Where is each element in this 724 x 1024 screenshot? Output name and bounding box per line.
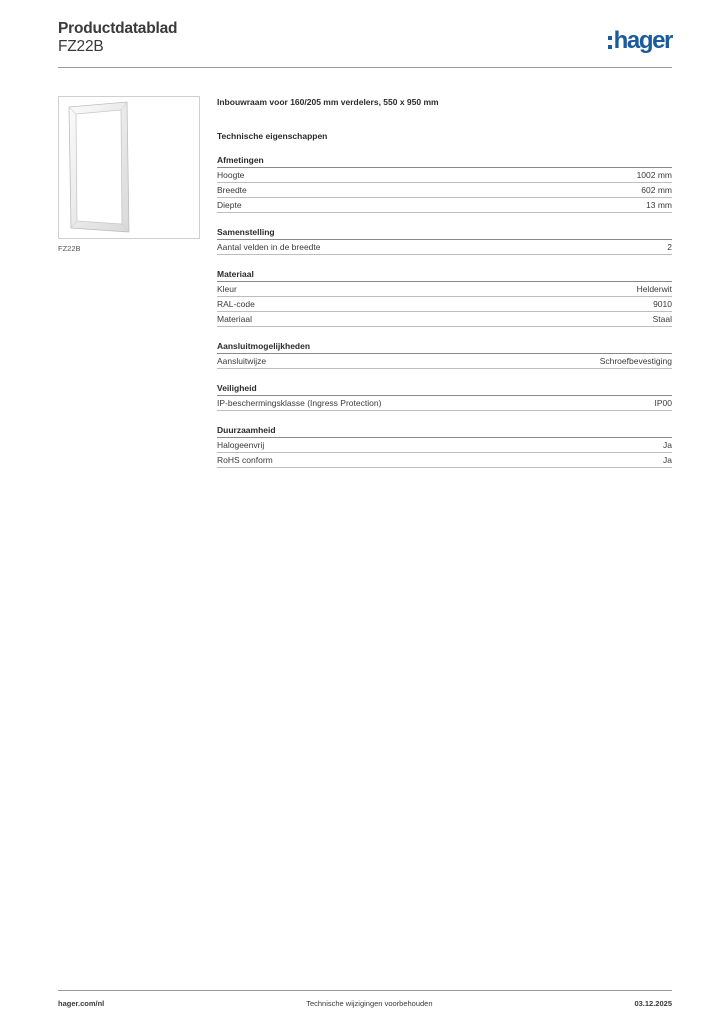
spec-value: Schroefbevestiging [599, 356, 672, 366]
spec-label: Kleur [217, 284, 237, 294]
spec-value: 602 mm [641, 185, 672, 195]
spec-value: 2 [667, 242, 672, 252]
header-divider [58, 67, 672, 68]
spec-row [217, 297, 672, 312]
spec-row [217, 168, 672, 183]
spec-row [217, 312, 672, 327]
hager-logo [608, 28, 672, 54]
spec-value: Ja [663, 455, 672, 465]
spec-label: Breedte [217, 185, 247, 195]
specifications-panel [217, 96, 672, 468]
logo-mark-icon [608, 36, 612, 49]
spec-label: Materiaal [217, 314, 252, 324]
product-description: Inbouwraam voor 160/205 mm verdelers, 550 x 950 mm [217, 97, 439, 107]
section-title: Aansluitmogelijkheden [217, 341, 672, 354]
spec-value: Staal [652, 314, 672, 324]
spec-value: 9010 [653, 299, 672, 309]
spec-value: Ja [663, 440, 672, 450]
spec-label: Halogeenvrij [217, 440, 265, 450]
footer-date: 03.12.2025 [634, 999, 672, 1008]
section-title: Veiligheid [217, 383, 672, 396]
spec-value: 1002 mm [636, 170, 672, 180]
spec-row [217, 453, 672, 468]
section-dimensions [217, 155, 672, 213]
logo-text: hager [613, 27, 672, 54]
spec-label: RoHS conform [217, 455, 273, 465]
frame-product-illustration [59, 97, 199, 238]
spec-row [217, 183, 672, 198]
spec-row [217, 282, 672, 297]
spec-row [217, 438, 672, 453]
footer-website-link[interactable]: hager.com/nl [58, 999, 105, 1008]
technical-properties-heading: Technische eigenschappen [217, 131, 328, 141]
footer-divider [58, 990, 672, 991]
section-title: Duurzaamheid [217, 425, 672, 438]
image-caption: FZ22B [58, 244, 81, 253]
section-title: Materiaal [217, 269, 672, 282]
spec-label: RAL-code [217, 299, 255, 309]
spec-row [217, 240, 672, 255]
spec-label: Hoogte [217, 170, 245, 180]
spec-row [217, 354, 672, 369]
section-material [217, 269, 672, 327]
spec-label: Aansluitwijze [217, 356, 267, 366]
footer-disclaimer: Technische wijzigingen voorbehouden [306, 999, 433, 1008]
spec-row [217, 198, 672, 213]
section-connections [217, 341, 672, 369]
section-title: Samenstelling [217, 227, 672, 240]
spec-value: 13 mm [646, 200, 672, 210]
section-composition [217, 227, 672, 255]
page-header [58, 20, 672, 68]
product-image [58, 96, 200, 239]
spec-label: Diepte [217, 200, 242, 210]
spec-label: IP-beschermingsklasse (Ingress Protection) [217, 398, 382, 408]
spec-value: IP00 [654, 398, 672, 408]
spec-row [217, 396, 672, 411]
section-sustainability [217, 425, 672, 468]
spec-value: Helderwit [636, 284, 672, 294]
page-footer [58, 999, 672, 1008]
section-safety [217, 383, 672, 411]
product-code: FZ22B [58, 38, 104, 55]
spec-label: Aantal velden in de breedte [217, 242, 321, 252]
document-title: Productdatablad [58, 20, 178, 37]
section-title: Afmetingen [217, 155, 672, 168]
